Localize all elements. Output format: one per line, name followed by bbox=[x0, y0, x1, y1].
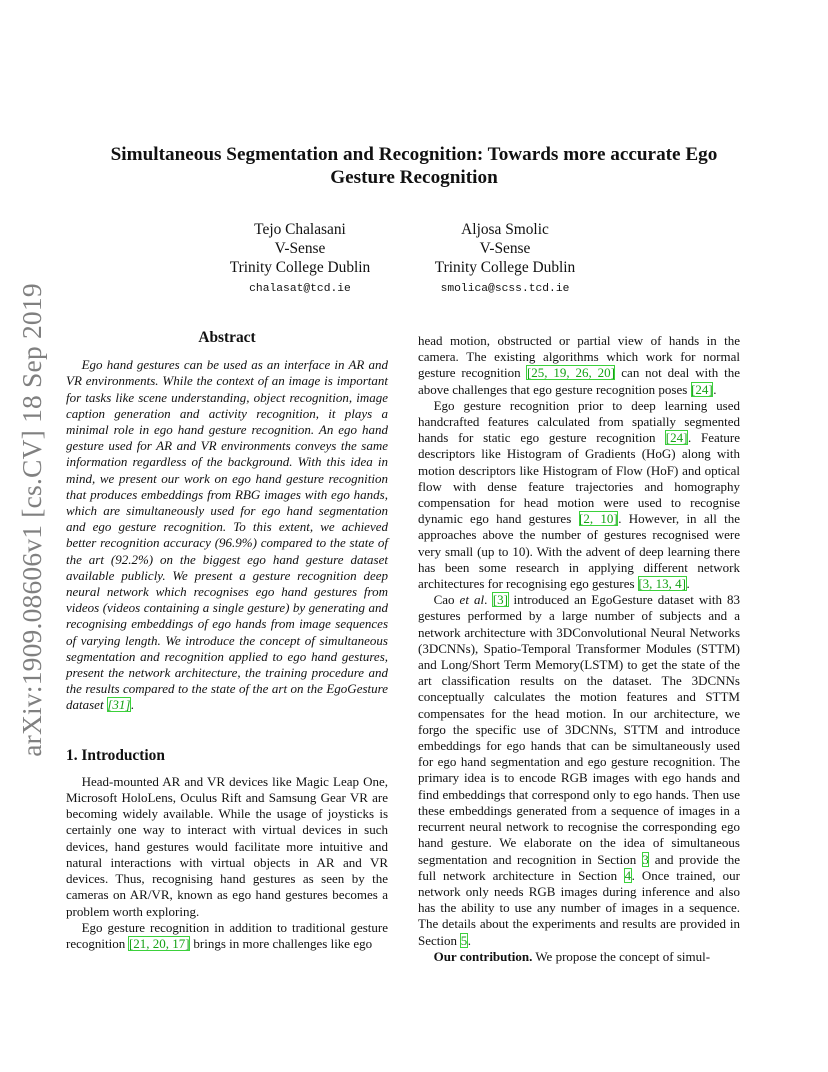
paper-title: Simultaneous Segmentation and Recognition: Towards more accurate Ego Gesture Recognition bbox=[110, 144, 718, 188]
citation-link[interactable]: [2, 10] bbox=[579, 511, 618, 527]
right-paragraph-2: Ego gesture recognition prior to deep learning used handcrafted features calculated from spatially segmented hands for static ego gesture recognition [24]. Feature descriptors like Histogram of Gradients (HoG) along with motion descriptors like Histogram of Flow (HoF) and optical flow with dense feature trajectories and homography compensation for head motion were used to recognise dynamic ego hand gestures [2, 10]. However, in all the approaches above the number of gestures recognised were very small (up to 10). With the advent of deep learning there has been some research in applying different network architectures for recognising ego gestures [3, 13, 4]. bbox=[418, 397, 741, 592]
section-link[interactable]: 4 bbox=[624, 867, 632, 883]
citation-link[interactable]: [24] bbox=[691, 381, 713, 397]
citation-link[interactable]: [31] bbox=[107, 697, 131, 713]
citation-link[interactable]: [3, 13, 4] bbox=[638, 576, 687, 592]
author-name: Tejo Chalasani bbox=[254, 221, 346, 238]
citation-link[interactable]: [3] bbox=[492, 592, 508, 608]
right-paragraph-1: head motion, obstructed or partial view of hands in the camera. The existing algorithms which work for normal gesture recognition [25, 19, 26, 20] can not deal with the above challenges that ego gesture recognition poses [24]. bbox=[418, 333, 740, 397]
section-link[interactable]: 5 bbox=[460, 932, 468, 948]
author-affiliation: Trinity College Dublin bbox=[229, 259, 371, 277]
author-name: Aljosa Smolic bbox=[461, 221, 549, 238]
author-block-1 bbox=[200, 220, 400, 300]
author-block-2 bbox=[405, 220, 605, 300]
citation-link[interactable]: [24] bbox=[665, 430, 688, 446]
left-column bbox=[66, 330, 388, 952]
section-link[interactable]: 3 bbox=[642, 851, 649, 867]
author-group: V-Sense bbox=[274, 240, 326, 258]
intro-paragraph-1: Head-mounted AR and VR devices like Magic Leap One, Microsoft HoloLens, Oculus Rift and Samsung Gear VR are becoming widely available. While the usage of joysticks is certainly one way to interact with virtual devices in such devices, hand gestures would facilitate more intuitive and natural interactions with virtual objects in AR and VR devices. Thus, recognising hand gestures as seen by the cameras on AR/VR, known as ego hand gestures becomes a problem worth exploring. bbox=[66, 773, 388, 919]
author-group: V-Sense bbox=[479, 240, 531, 258]
abstract-text: Ego hand gestures can be used as an interface in AR and VR environments. While the context of an image is important for tasks like scene understanding, object recognition, image caption generation and activity recognition, it plays a minimal role in ego hand gesture recognition. An ego hand gesture used for AR and VR environments conveys the same information regardless of the background. With this idea in mind, we present our work on ego hand gesture recognition that produces embeddings from RBG images with ego hands, which are simultaneously used for ego hand segmentation and ego gesture recognition. To this extent, we achieved better recognition accuracy (96.9%) compared to the state of the art (92.2%) on the biggest ego hand gesture dataset available publicly. We present a gesture recognition deep neural network which recognises ego hand gestures from videos (videos containing a single gesture) by generating and recognising embeddings of ego hands from image sequences of varying length. We introduce the concept of simultaneous segmentation and recognition applied to ego hand gestures, present the network architecture, the training procedure and the results compared to the state of the art on the EgoGesture dataset [31]. bbox=[66, 357, 388, 713]
right-paragraph-4: Our contribution. We propose the concept of simul- bbox=[433, 948, 711, 964]
section-heading-introduction: 1. Introduction bbox=[66, 746, 165, 764]
author-email[interactable]: chalasat@tcd.ie bbox=[249, 282, 351, 295]
intro-paragraph-2: Ego gesture recognition in addition to traditional gesture recognition [21, 20, 17] brings in more challenges like ego bbox=[66, 919, 388, 951]
right-column bbox=[418, 333, 740, 965]
right-paragraph-3: Cao et al. [3] introduced an EgoGesture dataset with 83 gestures performed by a large number of subjects and a network architecture with 3DConvolutional Neural Networks (3DCNNs), Spatio-Temporal Transformer Modules (STTM) and Long/Short Term Memory(LSTM) to get the state of the art classification results on the dataset. The 3DCNNs conceptually calculates the motion features and STTM compensates for the head motion. In our architecture, we forgo the specific use of 3DCNNs, STTM and introduce embeddings for ego hands that can be simultaneously used for ego hand segmentation and ego gesture recognition. The primary idea is to encode RGB images with ego hands and find embeddings that correspond only to ego hands. Then use these embeddings generated from a sequence of images in a recurrent neural network to recognise the corresponding ego hand gesture. We elaborate on the idea of simultaneous segmentation and recognition in Section 3 and provide the full network architecture in Section 4. Once trained, our network only needs RGB images during inference and also has the ability to use any number of images in a sequence. The details about the experiments and results are provided in Section 5. bbox=[418, 592, 740, 948]
citation-link[interactable]: [21, 20, 17] bbox=[128, 935, 190, 951]
author-email[interactable]: smolica@scss.tcd.ie bbox=[440, 282, 570, 295]
author-affiliation: Trinity College Dublin bbox=[434, 259, 576, 277]
arxiv-stamp: arXiv:1909.08606v1 [cs.CV] 18 Sep 2019 bbox=[16, 283, 47, 757]
abstract-heading: Abstract bbox=[198, 329, 256, 346]
citation-link[interactable]: [25, 19, 26, 20] bbox=[526, 365, 615, 381]
